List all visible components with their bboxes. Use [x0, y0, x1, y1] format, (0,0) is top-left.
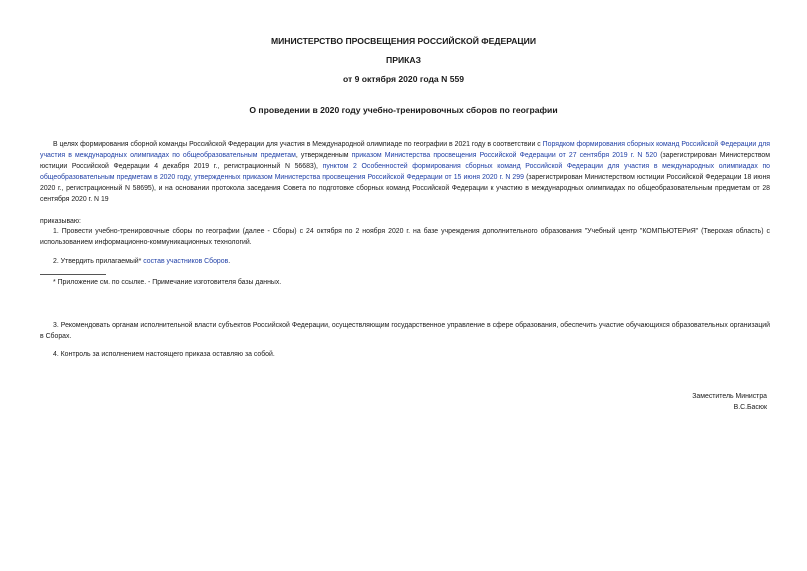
- preamble-text-3: (зарегистрирован Министерством юстиции Российской Федерации 4 декабря 2019 г., регистрационный N 56683),: [40, 151, 770, 170]
- preamble-text-4: (зарегистрирован Министерством юстиции Российской Федерации 18 июня 2020 г., регистрационный N 58695), и на основании протокола заседания Совета по подготовке сборных команд Российской Федерации к участию в международных олимпиадах по общеобразовательным предметам от 28 сентября 2020 г. N 19: [40, 173, 770, 203]
- participants-link[interactable]: состав участников Сборов: [143, 258, 229, 265]
- signature-name: В.С.Басюк: [733, 404, 767, 411]
- item-3: [40, 321, 770, 343]
- document-date-number: от 9 октября 2020 года N 559: [342, 74, 465, 84]
- signature-position: Заместитель Министра: [692, 393, 767, 400]
- document-type: ПРИКАЗ: [386, 55, 421, 65]
- footnote: * Приложение см. по ссылке. - Примечание изготовителя базы данных.: [53, 279, 282, 286]
- item-2-text: 2. Утвердить прилагаемый*: [53, 258, 144, 265]
- item-2: [53, 258, 230, 265]
- item-2-end: .: [228, 258, 231, 265]
- order-word: приказываю:: [40, 218, 81, 225]
- ministry-name: МИНИСТЕРСТВО ПРОСВЕЩЕНИЯ РОССИЙСКОЙ ФЕДЕРАЦИИ: [270, 36, 537, 46]
- document-title: О проведении в 2020 году учебно-тренировочных сборов по географии: [249, 105, 558, 115]
- order-299-link[interactable]: пунктом 2 Особенностей формирования сборных команд Российской Федерации для участия в международных олимпиадах по общеобразовательным предметам в 2020 году, утвержденных приказом Министерства просвещения Российской Федерации от 15 июня 2020 г. N 299: [40, 162, 771, 181]
- preamble-paragraph: [40, 140, 770, 205]
- item-4: 4. Контроль за исполнением настоящего приказа оставляю за собой.: [53, 351, 275, 358]
- order-520-link[interactable]: приказом Министерства просвещения Российской Федерации от 27 сентября 2019 г. N 520: [351, 151, 658, 159]
- preamble-text-1: В целях формирования сборной команды Российской Федерации для участия в Международной олимпиаде по географии в 2021 году в соответствии с: [53, 141, 543, 148]
- item-1: [40, 227, 770, 249]
- preamble-text-2: , утвержденным: [295, 151, 352, 159]
- item-1-text: 1. Провести учебно-тренировочные сборы по географии (далее - Сборы) с 24 октября по 2 ноября 2020 г. на базе учреждения дополнительного образования "Учебный центр "КОМПЬЮТЕРиЯ" (Тверская область) с использованием информационно-коммуникационных технологий.: [40, 228, 770, 246]
- footnote-divider: [40, 274, 106, 275]
- item-3-text: 3. Рекомендовать органам исполнительной власти субъектов Российской Федерации, осуществляющим государственное управление в сфере образования, обеспечить участие обучающихся образовательных организаций в Сборах.: [40, 322, 770, 340]
- procedure-link[interactable]: Порядком формирования сборных команд Российской Федерации для участия в международных олимпиадах по общеобразовательным предметам: [40, 141, 770, 159]
